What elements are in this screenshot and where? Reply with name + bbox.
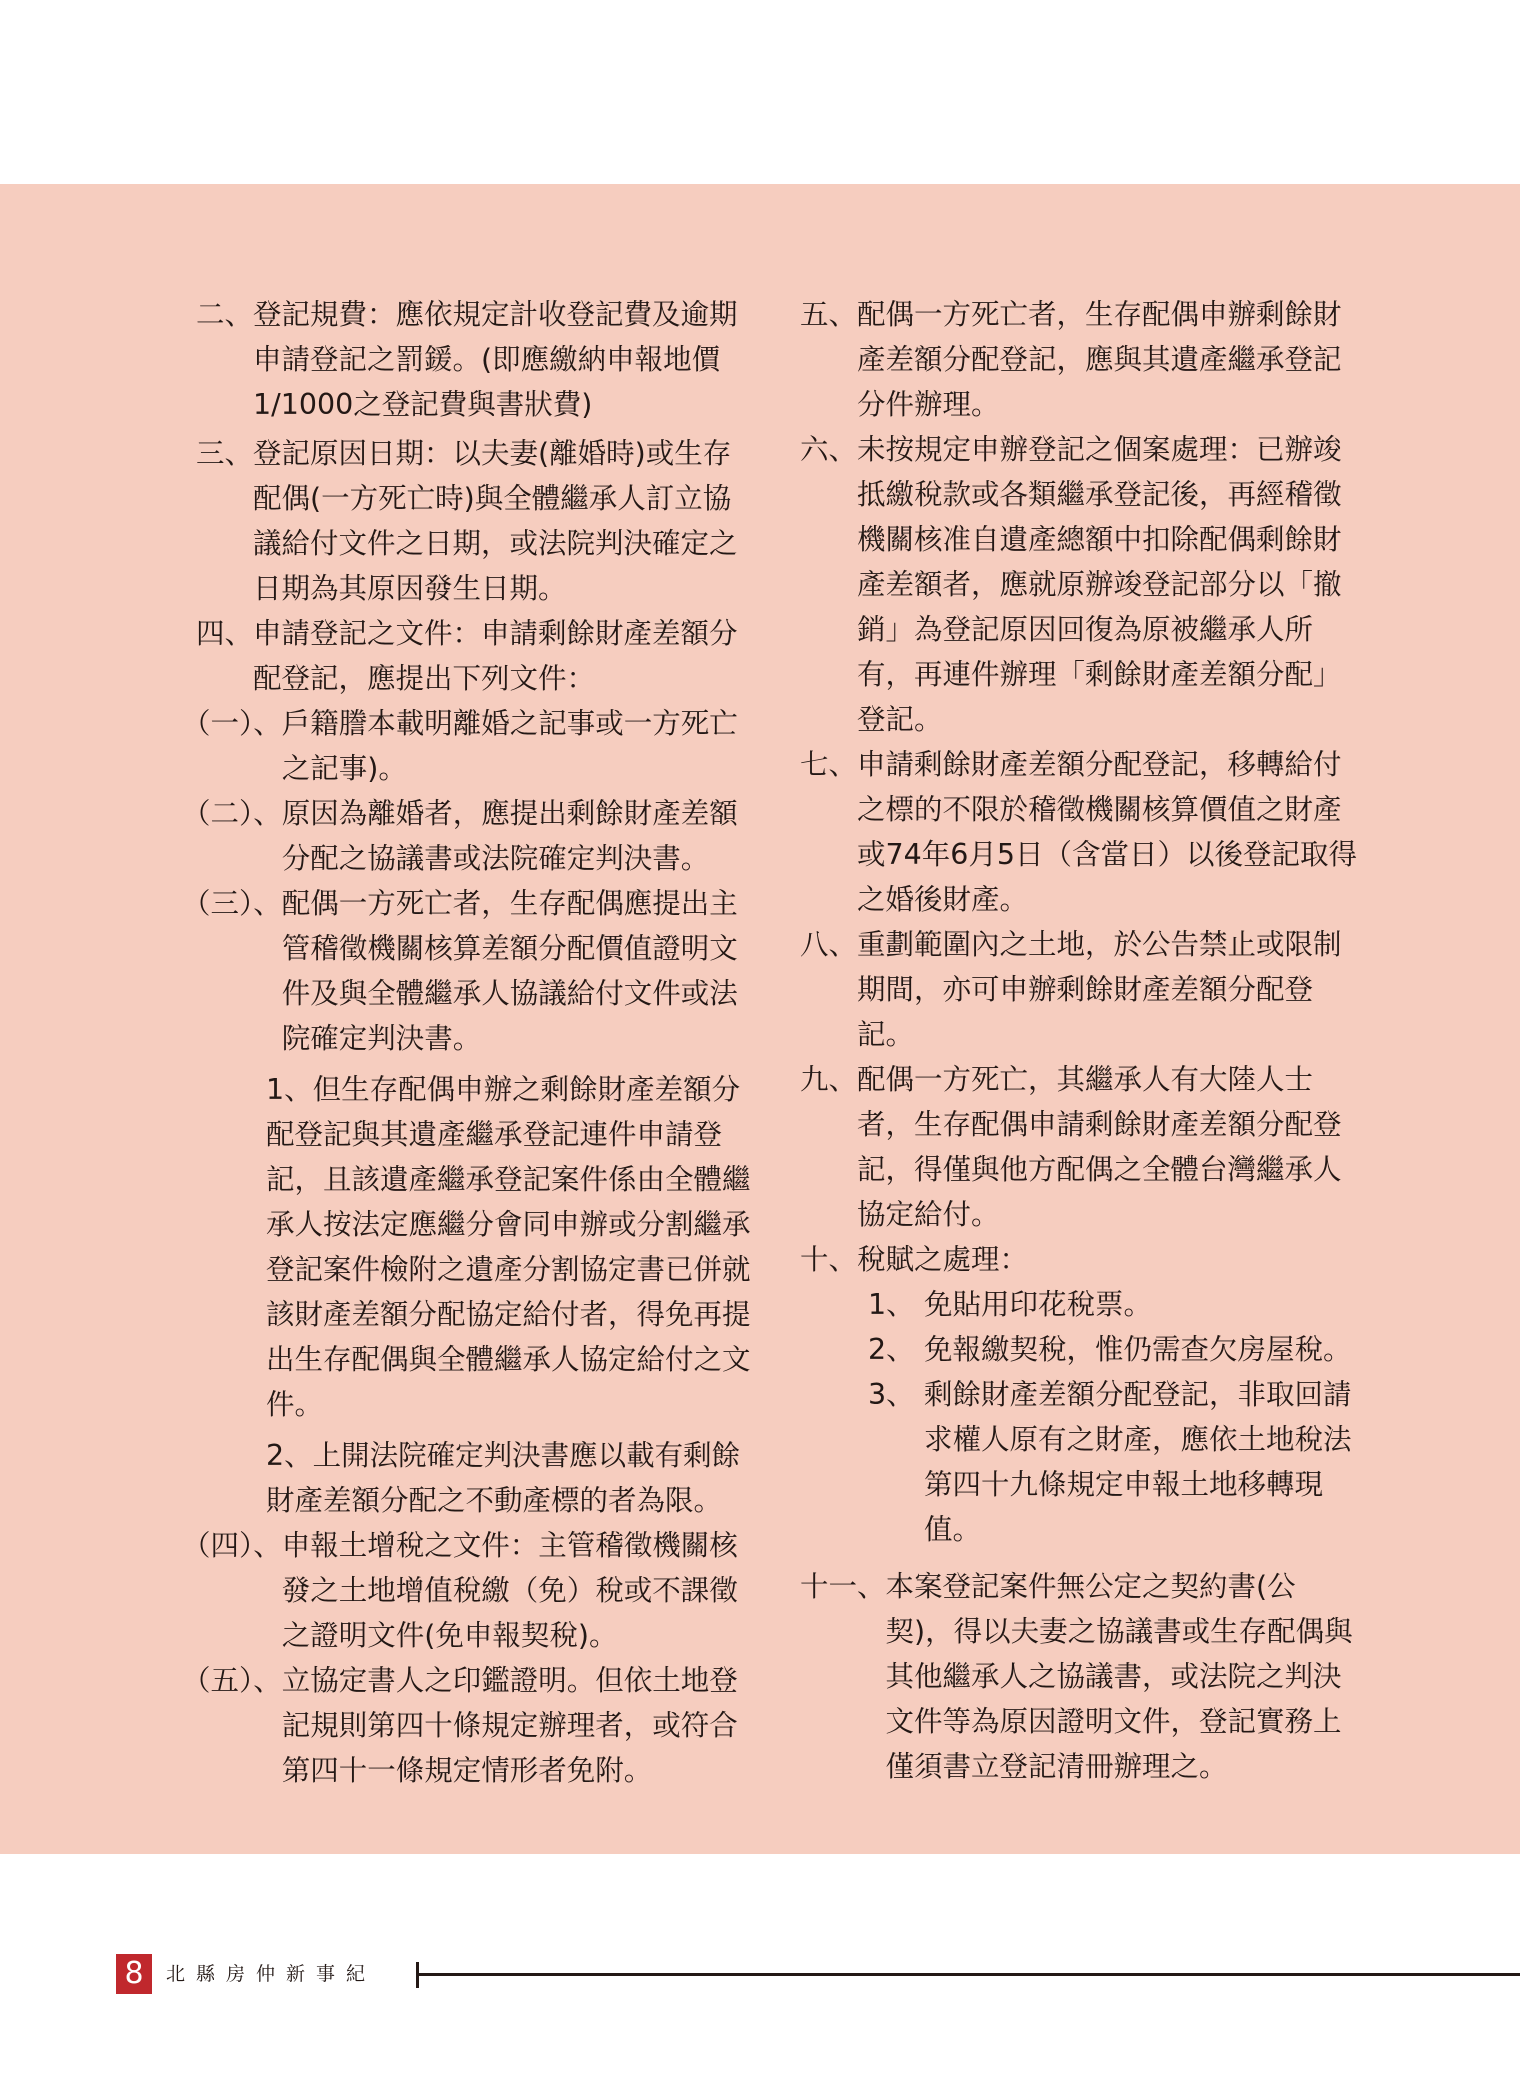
item-4 <box>196 611 756 701</box>
item-number: 六、 <box>800 433 858 466</box>
sub-item-number: （五）、 <box>182 1664 282 1697</box>
left-column <box>182 292 756 1793</box>
item-text: 登記原因日期：以夫妻(離婚時)或生存配偶(一方死亡時)與全體繼承人訂立協議給付文件之日期，或法院判決確定之日期為其原因發生日期。 <box>253 437 738 605</box>
sub-item-number: （二）、 <box>182 797 282 830</box>
item-3 <box>196 431 756 611</box>
page-footer <box>0 1954 1520 1994</box>
tax-item-2 <box>800 1327 1360 1372</box>
item-10 <box>800 1237 1360 1282</box>
sub-item-number: （三）、 <box>182 887 282 920</box>
sub-item-4 <box>182 1523 756 1658</box>
item-number: 十、 <box>800 1243 858 1276</box>
tax-item-text: 免報繳契稅，惟仍需查欠房屋稅。 <box>924 1333 1352 1366</box>
item-number: 四、 <box>196 617 254 650</box>
item-number: 三、 <box>196 437 254 470</box>
tax-item-text: 剩餘財產差額分配登記，非取回請求權人原有之財產，應依土地稅法第四十九條規定申報土地移轉現值。 <box>924 1378 1352 1546</box>
note-2: 2、上開法院確定判決書應以載有剩餘財產差額分配之不動產標的者為限。 <box>266 1439 741 1517</box>
sub-item-1 <box>182 701 756 791</box>
right-column <box>800 292 1360 1789</box>
sub-item-text: 配偶一方死亡者，生存配偶應提出主管稽徵機關核算差額分配價值證明文件及與全體繼承人協議給付文件或法院確定判決書。 <box>281 887 738 1055</box>
item-number: 七、 <box>800 748 858 781</box>
sub-item-text: 申報土增稅之文件：主管稽徵機關核發之土地增值稅繳（免）稅或不課徵之證明文件(免申報契稅)。 <box>281 1529 738 1652</box>
tax-item-1 <box>800 1282 1360 1327</box>
publication-title: 北縣房仲新事紀 <box>166 1963 377 1985</box>
tax-item-number: 2、 <box>868 1333 915 1366</box>
tax-item-text: 免貼用印花稅票。 <box>924 1288 1153 1321</box>
item-number: 二、 <box>196 298 254 331</box>
item-number: 九、 <box>800 1063 858 1096</box>
sub-item-number: （四）、 <box>182 1529 282 1562</box>
sub-item-text: 立協定書人之印鑑證明。但依土地登記規則第四十條規定辦理者，或符合第四十一條規定情形者免附。 <box>281 1664 738 1787</box>
item-2 <box>196 292 756 427</box>
sub-item-3 <box>182 881 756 1061</box>
note-1: 1、但生存配偶申辦之剩餘財產差額分配登記與其遺產繼承登記連件申請登記，且該遺產繼承登記案件係由全體繼承人按法定應繼分會同申辦或分割繼承登記案件檢附之遺產分割協定書已併就該財產差額分配協定給付者，得免再提出生存配偶與全體繼承人協定給付之文件。 <box>266 1073 751 1421</box>
item-text: 稅賦之處理： <box>857 1243 1029 1276</box>
item-number: 十一、 <box>800 1570 886 1603</box>
item-text: 登記規費：應依規定計收登記費及逾期申請登記之罰鍰。(即應繳納申報地價1/1000之登記費與書狀費) <box>253 298 738 421</box>
footer-rule <box>416 1973 1520 1976</box>
item-text: 配偶一方死亡者，生存配偶申辦剩餘財產差額分配登記，應與其遺產繼承登記分件辦理。 <box>857 298 1342 421</box>
item-text: 配偶一方死亡，其繼承人有大陸人士者，生存配偶申請剩餘財產差額分配登記，得僅與他方配偶之全體台灣繼承人協定給付。 <box>857 1063 1342 1231</box>
sub-item-text: 原因為離婚者，應提出剩餘財產差額分配之協議書或法院確定判決書。 <box>281 797 738 875</box>
sub-item-2 <box>182 791 756 881</box>
sub-item-text: 戶籍謄本載明離婚之記事或一方死亡之記事)。 <box>281 707 738 785</box>
item-8 <box>800 922 1360 1057</box>
item-number: 五、 <box>800 298 858 331</box>
item-number: 八、 <box>800 928 858 961</box>
item-text: 本案登記案件無公定之契約書(公契)，得以夫妻之協議書或生存配偶與其他繼承人之協議書，或法院之判決文件等為原因證明文件，登記實務上僅須書立登記清冊辦理之。 <box>885 1570 1353 1783</box>
item-7 <box>800 742 1360 922</box>
sub-item-number: （一）、 <box>182 707 282 740</box>
item-text: 申請登記之文件：申請剩餘財產差額分配登記，應提出下列文件： <box>253 617 738 695</box>
item-5 <box>800 292 1360 427</box>
sub-item-5 <box>182 1658 756 1793</box>
tax-item-3 <box>800 1372 1360 1552</box>
item-text: 重劃範圍內之土地，於公告禁止或限制期間，亦可申辦剩餘財產差額分配登記。 <box>857 928 1342 1051</box>
item-text: 未按規定申辦登記之個案處理：已辦竣抵繳稅款或各類繼承登記後，再經稽徵機關核准自遺產總額中扣除配偶剩餘財產差額者，應就原辦竣登記部分以「撤銷」為登記原因回復為原被繼承人所有，再連件辦理「剩餘財產差額分配」登記。 <box>857 433 1342 736</box>
page-number: 8 <box>116 1954 152 1994</box>
item-11 <box>800 1564 1360 1789</box>
item-text: 申請剩餘財產差額分配登記，移轉給付之標的不限於稽徵機關核算價值之財產或74年6月5日（含當日）以後登記取得之婚後財產。 <box>857 748 1358 916</box>
item-9 <box>800 1057 1360 1237</box>
tax-item-number: 3、 <box>868 1378 915 1411</box>
tax-item-number: 1、 <box>868 1288 915 1321</box>
item-6 <box>800 427 1360 742</box>
